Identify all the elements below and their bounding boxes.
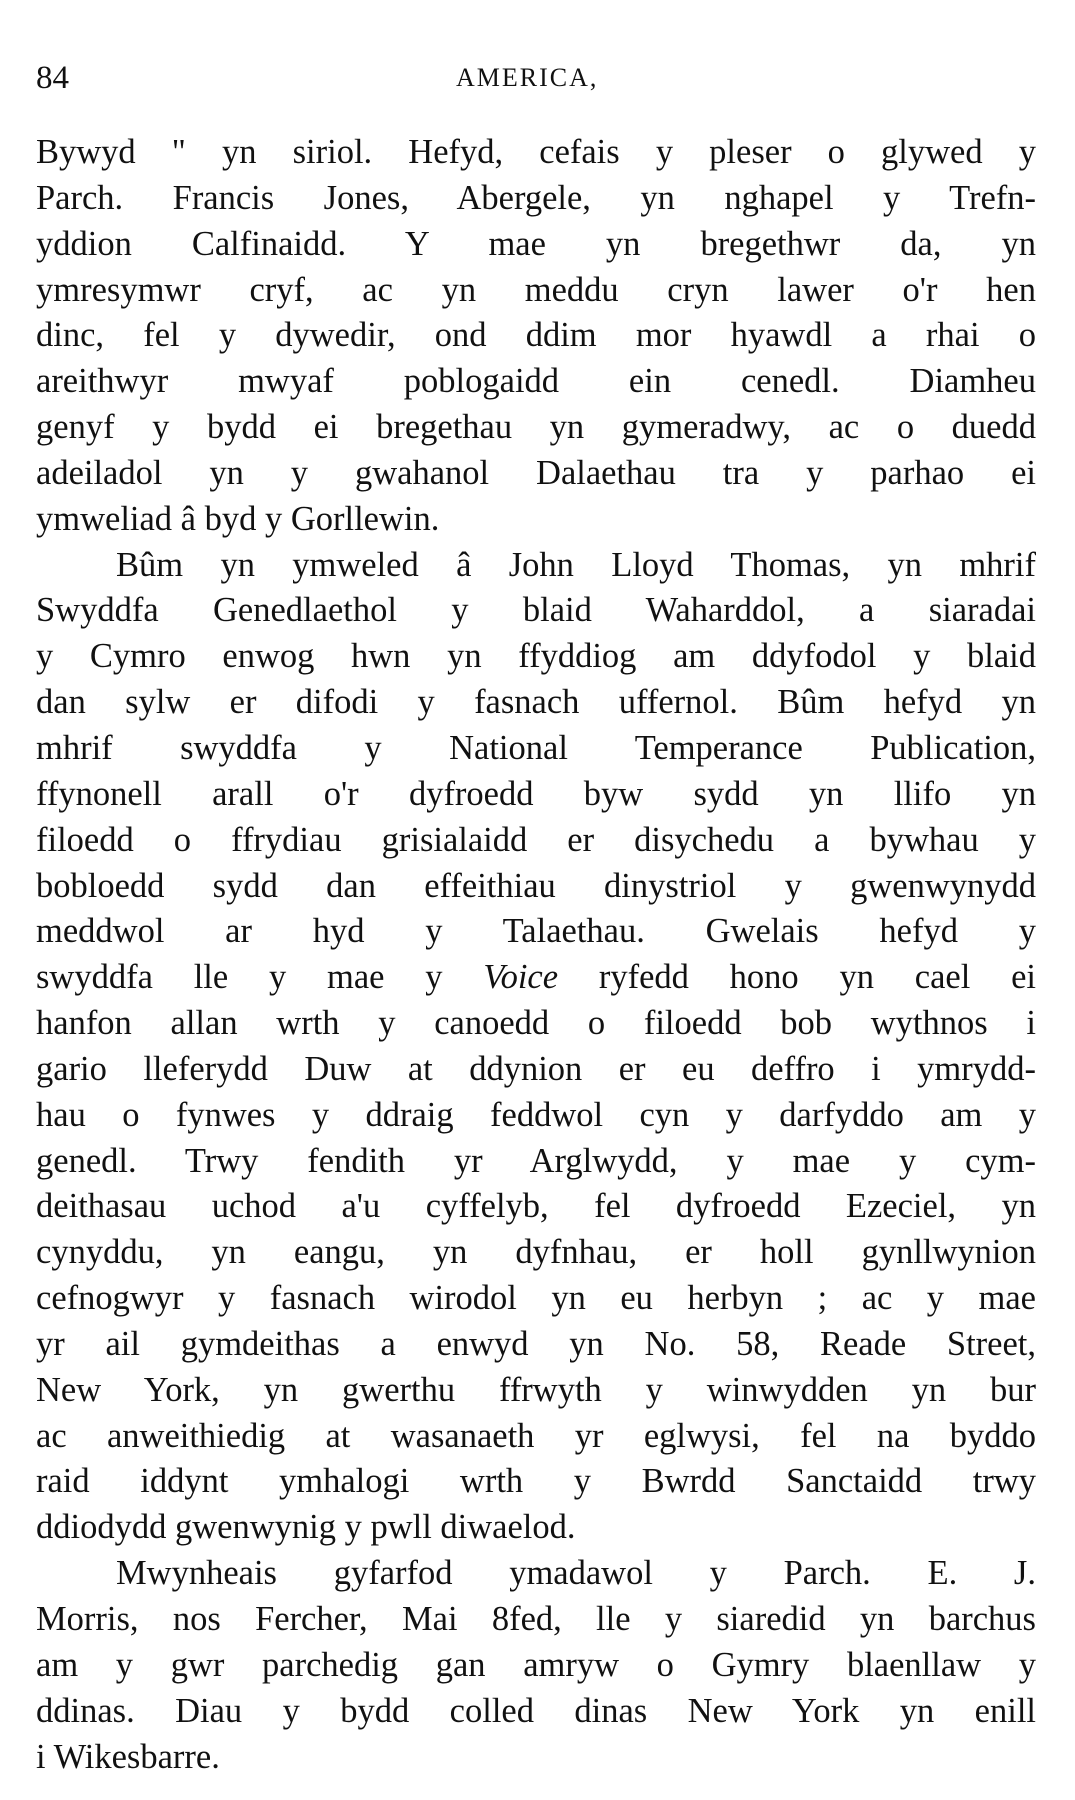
text-line: adeiladol yn y gwahanol Dalaethau tra y parhao ei [36,453,1036,492]
text-line: Morris, nos Fercher, Mai 8fed, lle y siaredid yn barchus [36,1600,1036,1638]
text-line: ddinas. Diau y bydd colled dinas New York yn enill [36,1691,1036,1730]
text-line: filoedd o ffrydiau grisialaidd er disychedu a bywhau y [36,820,1036,859]
text-line: areithwyr mwyaf poblogaidd ein cenedl. Diamheu [36,362,1036,401]
body-text [36,130,1036,1780]
text-line: meddwol ar hyd y Talaethau. Gwelais hefyd y [36,912,1036,951]
text-line: yr ail gymdeithas a enwyd yn No. 58, Reade Street, [36,1324,1036,1363]
text-line: ddiodydd gwenwynig y pwll diwaelod. [36,1508,576,1547]
page-header [36,58,1036,98]
text-line: Parch. Francis Jones, Abergele, yn nghapel y Trefn- [36,178,1036,217]
text-line: Swyddfa Genedlaethol y blaid Waharddol, a siaradai [36,591,1036,630]
text-line: am y gwr parchedig gan amryw o Gymry blaenllaw y [36,1645,1036,1684]
text-line: ac anweithiedig at wasanaeth yr eglwysi, fel na byddo [36,1416,1036,1455]
text-line: Bywyd " yn siriol. Hefyd, cefais y pleser o glywed y [36,133,1036,171]
text-line: yddion Calfinaidd. Y mae yn bregethwr da, yn [36,224,1036,263]
text-line: y Cymro enwog hwn yn ffyddiog am ddyfodol y blaid [36,637,1036,676]
page-number: 84 [36,60,69,96]
text-line: cynyddu, yn eangu, yn dyfnhau, er holl gynllwynion [36,1233,1036,1272]
text-line: dan sylw er difodi y fasnach uffernol. Bûm hefyd yn [36,683,1036,722]
text-line: bobloedd sydd dan effeithiau dinystriol y gwenwynydd [36,866,1036,905]
text-line: ymresymwr cryf, ac yn meddu cryn lawer o'r hen [36,270,1036,309]
text-line: genedl. Trwy fendith yr Arglwydd, y mae y cym- [36,1141,1036,1180]
text-line: ymweliad â byd y Gorllewin. [36,499,440,538]
text-line: i Wikesbarre. [36,1737,220,1776]
text-line: deithasau uchod a'u cyffelyb, fel dyfroedd Ezeciel, yn [36,1187,1036,1226]
text-line: Bûm yn ymweled â John Lloyd Thomas, yn mhrif [116,545,1036,584]
running-title: AMERICA, [456,63,599,92]
text-line: genyf y bydd ei bregethau yn gymeradwy, ac o duedd [36,408,1036,447]
text-line: raid iddynt ymhalogi wrth y Bwrdd Sanctaidd trwy [36,1462,1036,1501]
text-line: cefnogwyr y fasnach wirodol yn eu herbyn ; ac y mae [36,1279,1036,1318]
text-line: ffynonell arall o'r dyfroedd byw sydd yn llifo yn [36,774,1036,813]
text-line: Mwynheais gyfarfod ymadawol y Parch. E. J. [116,1554,1036,1593]
text-line: dinc, fel y dywedir, ond ddim mor hyawdl a rhai o [36,316,1036,355]
text-line: New York, yn gwerthu ffrwyth y winwydden yn bur [36,1370,1036,1409]
text-line: hau o fynwes y ddraig feddwol cyn y darfyddo am y [36,1095,1036,1134]
text-line: mhrif swyddfa y National Temperance Publication, [36,728,1036,767]
text-line: hanfon allan wrth y canoedd o filoedd bob wythnos i [36,1004,1036,1043]
text-line: swyddfa lle y mae y Voice ryfedd hono yn cael ei [36,958,1036,997]
text-line: gario lleferydd Duw at ddynion er eu deffro i ymrydd- [36,1049,1036,1088]
